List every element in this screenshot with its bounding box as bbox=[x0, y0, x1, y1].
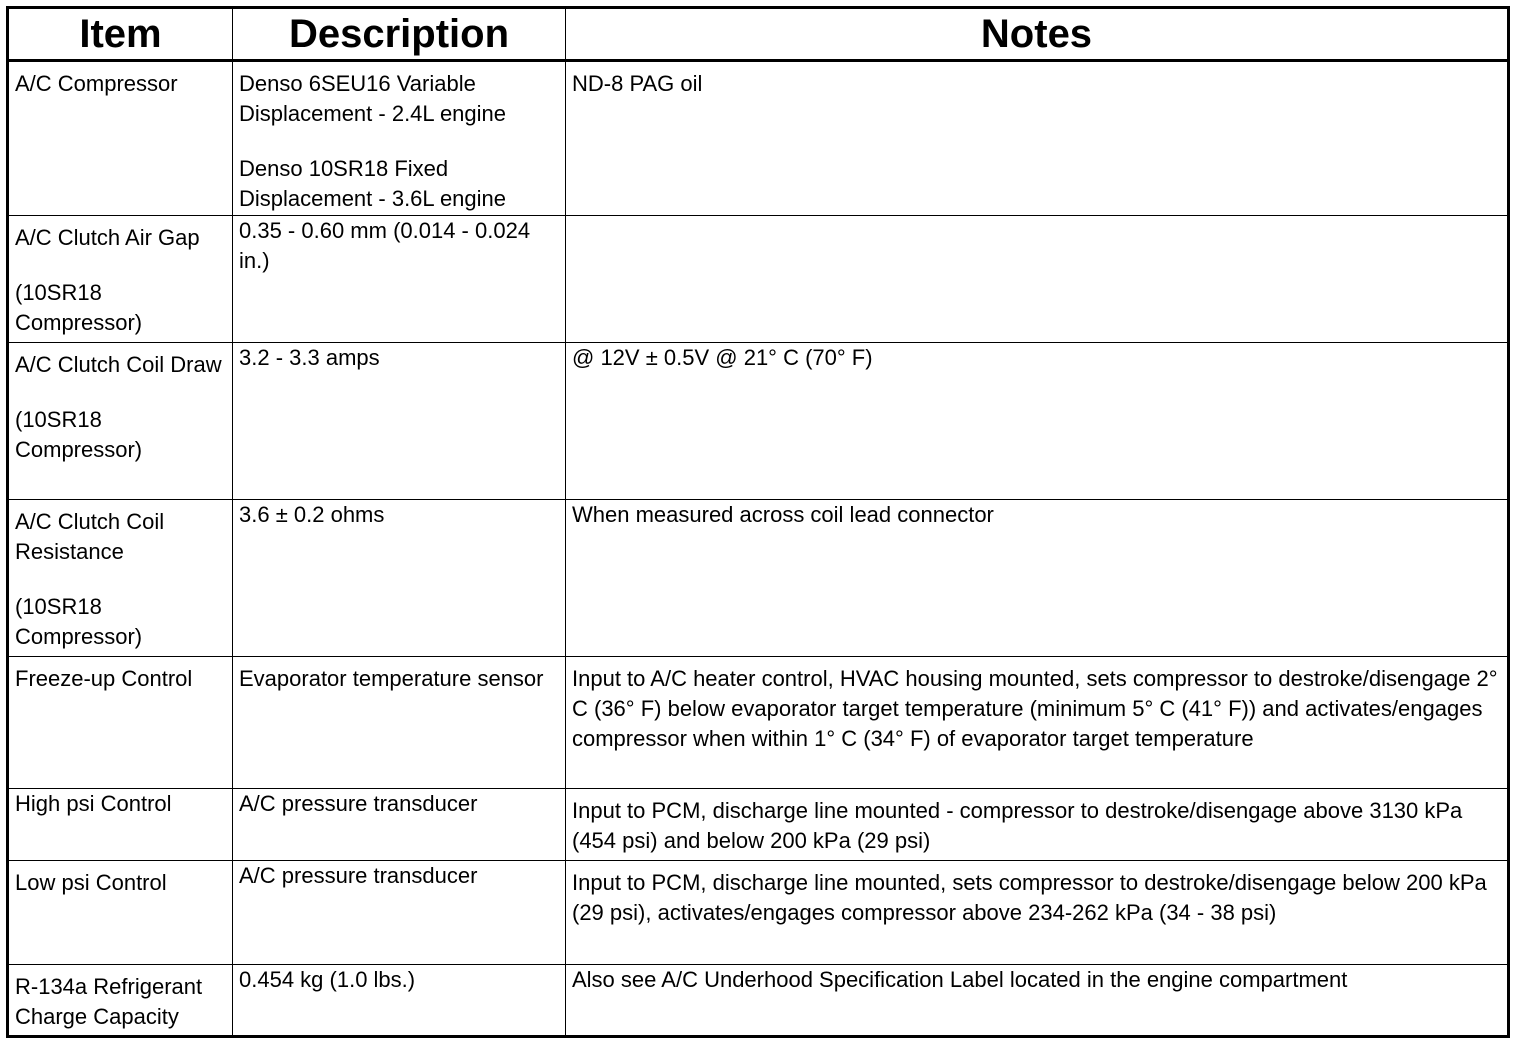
notes-cell bbox=[566, 965, 1509, 1037]
item-cell bbox=[8, 61, 233, 216]
table-row bbox=[8, 965, 1509, 1037]
notes-cell bbox=[566, 61, 1509, 216]
table-row bbox=[8, 789, 1509, 861]
item-cell bbox=[8, 657, 233, 789]
description-cell bbox=[233, 789, 566, 861]
description-text: 3.2 - 3.3 amps bbox=[239, 345, 380, 370]
item-text: A/C Clutch Coil Draw bbox=[15, 352, 222, 377]
specification-table bbox=[6, 6, 1510, 1038]
description-text: A/C pressure transducer bbox=[239, 863, 478, 888]
item-cell bbox=[8, 965, 233, 1037]
item-subtext: (10SR18 Compressor) bbox=[15, 280, 143, 335]
notes-text: Input to A/C heater control, HVAC housing mounted, sets compressor to destroke/disengage 2° C (36° F) below evaporator target temperature (minimum 5° C (41° F)) and activates/engages compressor when within 1° C (34° F) of evaporator target temperature bbox=[572, 666, 1498, 751]
header-item: Item bbox=[8, 8, 233, 61]
description-cell bbox=[233, 657, 566, 789]
notes-cell bbox=[566, 500, 1509, 657]
table-row bbox=[8, 216, 1509, 343]
notes-text: When measured across coil lead connector bbox=[572, 502, 994, 527]
item-text: R-134a Refrigerant Charge Capacity bbox=[15, 974, 203, 1029]
item-text: Low psi Control bbox=[15, 870, 167, 895]
notes-cell bbox=[566, 343, 1509, 500]
notes-text: Input to PCM, discharge line mounted - compressor to destroke/disengage above 3130 kPa (454 psi) and below 200 kPa (29 psi) bbox=[572, 798, 1463, 853]
item-subtext: (10SR18 Compressor) bbox=[15, 594, 143, 649]
table-row bbox=[8, 343, 1509, 500]
item-text: A/C Compressor bbox=[15, 71, 178, 96]
description-text: 0.35 - 0.60 mm (0.014 - 0.024 in.) bbox=[239, 218, 531, 273]
table-row bbox=[8, 861, 1509, 965]
notes-cell bbox=[566, 657, 1509, 789]
notes-text: Also see A/C Underhood Specification Label located in the engine compartment bbox=[572, 967, 1348, 992]
description-text: Evaporator temperature sensor bbox=[239, 666, 544, 691]
notes-cell bbox=[566, 216, 1509, 343]
item-cell bbox=[8, 861, 233, 965]
description-text: Denso 6SEU16 Variable Displacement - 2.4L engine bbox=[239, 71, 507, 126]
description-cell bbox=[233, 500, 566, 657]
item-text: Freeze-up Control bbox=[15, 666, 193, 691]
item-subtext: (10SR18 Compressor) bbox=[15, 407, 143, 462]
header-notes: Notes bbox=[566, 8, 1509, 61]
item-cell bbox=[8, 343, 233, 500]
header-description: Description bbox=[233, 8, 566, 61]
notes-text: Input to PCM, discharge line mounted, sets compressor to destroke/disengage below 200 kPa (29 psi), activates/engages compressor above 234-262 kPa (34 - 38 psi) bbox=[572, 870, 1487, 925]
item-text: High psi Control bbox=[15, 791, 172, 816]
notes-cell bbox=[566, 861, 1509, 965]
item-text: A/C Clutch Air Gap bbox=[15, 225, 200, 250]
item-text: A/C Clutch Coil Resistance bbox=[15, 509, 165, 564]
description-cell bbox=[233, 861, 566, 965]
description-cell bbox=[233, 965, 566, 1037]
description-text: Denso 10SR18 Fixed Displacement - 3.6L engine bbox=[239, 156, 507, 211]
header-row bbox=[8, 8, 1509, 61]
description-cell bbox=[233, 216, 566, 343]
notes-text: @ 12V ± 0.5V @ 21° C (70° F) bbox=[572, 345, 873, 370]
table-row bbox=[8, 657, 1509, 789]
table-row bbox=[8, 500, 1509, 657]
table-row bbox=[8, 61, 1509, 216]
item-cell bbox=[8, 500, 233, 657]
notes-text: ND-8 PAG oil bbox=[572, 71, 703, 96]
description-text: 0.454 kg (1.0 lbs.) bbox=[239, 967, 416, 992]
notes-cell bbox=[566, 789, 1509, 861]
description-text: 3.6 ± 0.2 ohms bbox=[239, 502, 385, 527]
description-cell bbox=[233, 61, 566, 216]
description-text: A/C pressure transducer bbox=[239, 791, 478, 816]
item-cell bbox=[8, 216, 233, 343]
item-cell bbox=[8, 789, 233, 861]
description-cell bbox=[233, 343, 566, 500]
